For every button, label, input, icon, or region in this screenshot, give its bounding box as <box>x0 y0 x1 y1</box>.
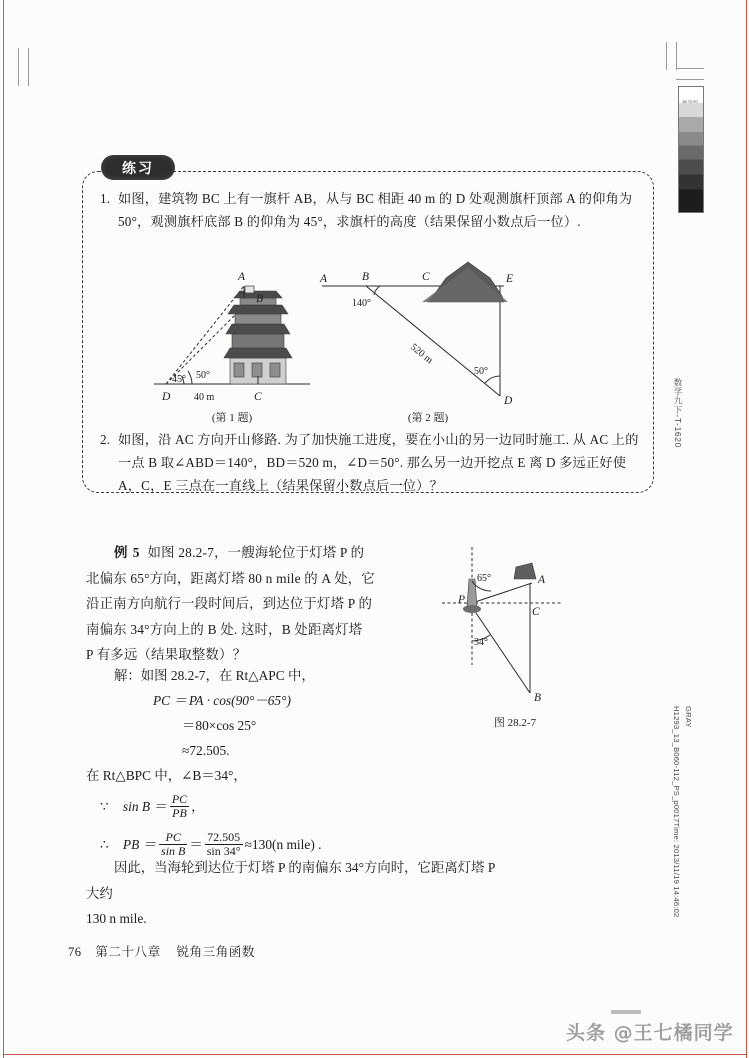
trim-mark-left <box>3 0 4 1058</box>
solution-pb-f2-denominator: sin 34° <box>206 844 241 859</box>
crop-mark-top-right <box>666 42 667 70</box>
exercise-2-text: 如图，沿 AC 方向开山修路. 为了加快施工进度，要在小山的另一边同时施工. 从 AC 上的一点 B 取∠ABD＝140°，BD＝520 m，∠D＝50°. 那么另一边开挖点 E 离 D 多远正好使 A，C，E 三点在一直线上（结果保留小数点后一位）？ <box>118 432 639 493</box>
figure-exercise-1 <box>152 258 312 418</box>
because-icon: ∵ <box>100 799 109 815</box>
solution-sinb-fraction <box>170 793 189 821</box>
solution-pb-equals: ＝ <box>189 836 203 852</box>
figure3-label-B: B <box>534 692 542 704</box>
example-5-line-1 <box>86 540 406 566</box>
figure1-label-A: A <box>238 271 246 283</box>
figure-2-caption: (第 2 题) <box>407 412 449 424</box>
solution-block <box>86 663 416 860</box>
solution-pb-f2-numerator: 72.505 <box>207 829 241 844</box>
figure2-label-A: A <box>320 273 328 285</box>
figure-28-2-7 <box>440 545 590 715</box>
example-5-line-2: 北偏东 65°方向，距离灯塔 80 n mile 的 A 处，它 <box>86 570 375 586</box>
grayscale-strip-code: B0 T0 P0 <box>682 100 698 104</box>
trim-mark-right <box>746 0 747 1058</box>
footer-title: 锐角三角函数 <box>176 945 255 959</box>
solution-equation-2: ＝80×cos 25° <box>182 718 257 733</box>
page-footer <box>68 941 255 960</box>
solution-pb-tail: ≈130(n mile) . <box>244 836 322 852</box>
figure3-angle-65: 65° <box>477 573 491 584</box>
figure2-side-520m: 520 m <box>408 341 435 367</box>
exercise-1-text: 如图，建筑物 BC 上有一旗杆 AB，从与 BC 相距 40 m 的 D 处观测旗杆顶部 A 的仰角为 50°，观测旗杆底部 B 的仰角为 45°，求旗杆的高度（结果保留小数点后一位）. <box>118 191 633 229</box>
footer-page-number: 76 <box>68 945 82 959</box>
crop-mark-top-right-2 <box>676 42 677 70</box>
example-5-label: 例 5 <box>114 545 141 560</box>
figure1-angle-50: 50° <box>196 370 210 381</box>
print-job-code: H1293_13_B060-112_PS_p0017Time: 2013/11/19 14:46:02 <box>672 706 681 918</box>
figure2-label-C: C <box>422 271 430 283</box>
print-side-code: 数学九下-T-1620 <box>673 378 683 448</box>
example-5-block <box>86 540 406 668</box>
crop-mark-top-right-h <box>676 68 704 69</box>
example-5-line-5: P 有多远（结果取整数）？ <box>86 647 247 662</box>
print-color-mode: GRAY <box>684 706 693 728</box>
solution-intro: 解：如图 28.2-7，在 Rt△APC 中， <box>114 668 315 683</box>
exercise-2-number: 2. <box>100 432 111 447</box>
watermark-text: 头条 @王七橘同学 <box>566 1022 734 1044</box>
exercise-2 <box>100 428 648 497</box>
exercise-1 <box>100 187 640 233</box>
solution-eq1-lhs: PC ＝ <box>153 693 187 708</box>
solution-pb-f1-numerator: PC <box>165 829 181 844</box>
figure-1-caption: (第 1 题) <box>211 412 253 424</box>
solution-eq1-rhs: PA · cos(90°－65°) <box>188 693 291 708</box>
exercise-1-number: 1. <box>100 191 111 206</box>
figure1-label-D: D <box>162 391 171 403</box>
figure1-baseline-40m: 40 m <box>194 392 215 403</box>
figure1-label-B: B <box>256 293 264 305</box>
figure1-label-C: C <box>254 391 262 403</box>
figure3-label-A: A <box>538 574 546 586</box>
practice-badge: 练习 <box>101 155 175 180</box>
figure3-angle-34: 34° <box>474 637 488 648</box>
figure2-label-D: D <box>504 395 513 407</box>
figure-exercise-2 <box>318 262 538 417</box>
example-5-line-3: 沿正南方向航行一段时间后，到达位于灯塔 P 的 <box>86 596 373 611</box>
example-5-text-1: 如图 28.2-7，一艘海轮位于灯塔 P 的 <box>147 545 365 560</box>
figure1-angle-45: 45° <box>172 374 186 385</box>
example-5-line-4: 南偏东 34°方向上的 B 处. 这时，B 处距离灯塔 <box>86 621 363 637</box>
figure2-angle-50: 50° <box>474 366 488 377</box>
conclusion-line-2: 130 n mile. <box>86 911 147 926</box>
grayscale-calibration-strip <box>678 86 704 213</box>
solution-pb-label: PB ＝ <box>122 836 157 852</box>
conclusion-line-1: 因此，当海轮到达位于灯塔 P 的南偏东 34°方向时，它距离灯塔 P 大约 <box>86 860 495 901</box>
solution-equation-1 <box>86 688 416 713</box>
figure2-label-E: E <box>506 273 514 285</box>
solution-sinb-numerator: PC <box>171 792 188 806</box>
trim-mark-bottom <box>3 1054 747 1055</box>
footer-chapter: 第二十八章 <box>95 945 161 959</box>
solution-pb-f1-denominator: sin B <box>161 844 186 859</box>
figure3-label-P: P <box>458 594 466 606</box>
solution-sinb-label: sin B ＝ <box>122 799 167 815</box>
crop-mark-top-right-h2 <box>676 79 704 80</box>
solution-sinb-tail: ， <box>191 799 205 815</box>
watermark-bar <box>611 1010 641 1014</box>
crop-mark-top-left-2 <box>28 48 29 86</box>
figure2-label-B: B <box>362 271 370 283</box>
crop-mark-top-left <box>18 48 19 86</box>
solution-sinb-line <box>86 794 416 822</box>
conclusion-block <box>86 855 506 932</box>
figure-3-caption: 图 28.2-7 <box>493 717 537 729</box>
therefore-icon: ∴ <box>100 836 109 852</box>
figure2-angle-140: 140° <box>352 298 371 309</box>
solution-line-bpc: 在 Rt△BPC 中，∠B＝34°， <box>86 768 247 783</box>
solution-equation-3: ≈72.505. <box>182 743 230 758</box>
solution-sinb-denominator: PB <box>170 806 189 820</box>
figure3-label-C: C <box>532 606 540 618</box>
